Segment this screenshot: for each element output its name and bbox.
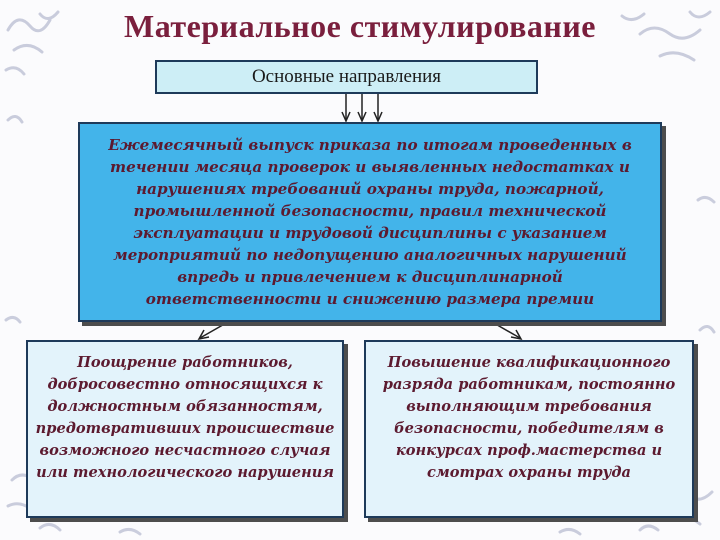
top-box-main-directions	[155, 60, 538, 94]
left-box-text: Поощрение работников, добросовестно относящихся к должностным обязанностям, предотвративших происшествие возможного несчастного случая или технологического нарушения	[35, 354, 335, 481]
top-box-label: Основные направления	[251, 66, 442, 87]
middle-box-monthly-order	[78, 122, 662, 322]
left-box-employee-encouragement	[26, 340, 344, 518]
right-box-qualification-upgrade	[364, 340, 694, 518]
right-box-text: Повышение квалификационного разряда работникам, постоянно выполняющим требования безопасности, победителям в конкурсах проф.мастерства и смотрах охраны труда	[382, 354, 676, 481]
page-title: Материальное стимулирование	[124, 8, 596, 44]
middle-box-text: Ежемесячный выпуск приказа по итогам проведенных в течении месяца проверок и выявленных недостатках и нарушениях требований охраны труда, пожарной, промышленной безопасности, правил технической эксплуатации и трудовой дисциплины с указанием мероприятий по недопущению аналогичных нарушений впредь и привлечением к дисциплинарной ответственности и снижению размера премии	[108, 136, 632, 308]
